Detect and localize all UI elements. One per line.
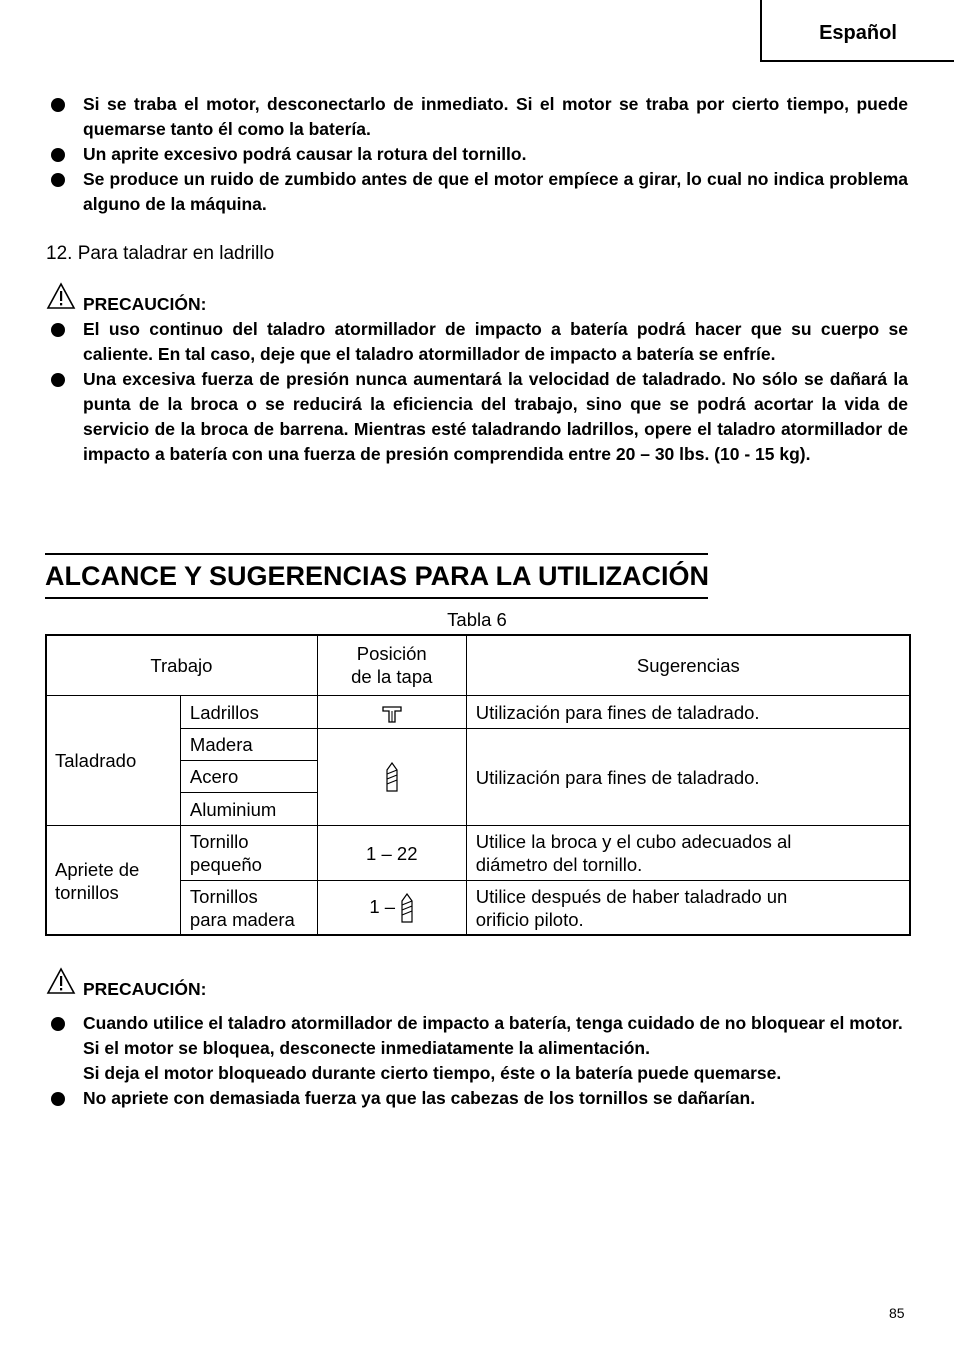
table-caption: Tabla 6 bbox=[447, 609, 507, 630]
suggestion-metal: Utilización para fines de taladrado. bbox=[466, 729, 910, 826]
drill-bit-icon bbox=[385, 762, 399, 792]
drill-bit-icon bbox=[400, 893, 414, 923]
caution-heading: PRECAUCIÓN: bbox=[46, 292, 206, 317]
bullet-icon bbox=[51, 173, 65, 187]
list-item: El uso continuo del taladro atormillador de impacto a batería podrá hacer que su cuerpo se caliente. En tal caso, deje que el taladro atormillador de impacto a batería se enfríe. bbox=[46, 317, 908, 367]
caution-heading: PRECAUCIÓN: bbox=[46, 977, 206, 1002]
bullet-icon bbox=[51, 98, 65, 112]
bullet-icon bbox=[51, 373, 65, 387]
bullet-icon bbox=[51, 323, 65, 337]
top-bullet-list bbox=[46, 92, 908, 217]
work-wood-screws: Tornillos para madera bbox=[180, 881, 317, 936]
list-item: Si se traba el motor, desconectarlo de inmediato. Si el motor se traba por cierto tiempo, puede quemarse tanto él como la batería. bbox=[46, 92, 908, 142]
step-heading: 12. Para taladrar en ladrillo bbox=[46, 243, 275, 264]
position-bricks bbox=[317, 696, 466, 729]
table-row bbox=[46, 696, 911, 729]
list-item: No apriete con demasiada fuerza ya que las cabezas de los tornillos se dañarían. bbox=[46, 1086, 908, 1111]
section-title: ALCANCE Y SUGERENCIAS PARA LA UTILIZACIÓN bbox=[45, 553, 708, 599]
list-item: Se produce un ruido de zumbido antes de que el motor empíece a girar, lo cual no indica problema alguno de la máquina. bbox=[46, 167, 908, 217]
bullet-icon bbox=[51, 1092, 65, 1106]
language-tab: Español bbox=[760, 0, 954, 62]
table-row bbox=[46, 826, 911, 881]
group-drilling: Taladrado bbox=[46, 696, 181, 826]
group-screw-tightening: Apriete de tornillos bbox=[46, 826, 181, 936]
list-item: Un aprite excesivo podrá causar la rotura del tornillo. bbox=[46, 142, 908, 167]
page-number: 85 bbox=[889, 1305, 905, 1321]
hammer-drill-icon bbox=[381, 702, 403, 724]
position-wood-screws: 1 – bbox=[317, 881, 466, 936]
suggestion-small-screw: Utilice la broca y el cubo adecuados al diámetro del tornillo. bbox=[466, 826, 910, 881]
caution-bullet-list bbox=[46, 1011, 908, 1111]
bullet-icon bbox=[51, 1017, 65, 1031]
caution-bullet-list bbox=[46, 317, 908, 467]
work-wood: Madera bbox=[180, 729, 317, 761]
position-metal bbox=[317, 729, 466, 826]
work-steel: Acero bbox=[180, 761, 317, 793]
header-work: Trabajo bbox=[46, 635, 318, 696]
work-aluminium: Aluminium bbox=[180, 793, 317, 826]
list-item: Cuando utilice el taladro atormillador de impacto a batería, tenga cuidado de no bloquear el motor. Si el motor se bloquea, desconecte inmediatamente la alimentación. Si deja el motor bloqueado durante cierto tiempo, éste o la batería puede quemarse. bbox=[46, 1011, 908, 1086]
list-item: Una excesiva fuerza de presión nunca aumentará la velocidad de taladrado. No sólo se dañará la punta de la broca o se reducirá la eficiencia del trabajo, sino que se podrá acortar la vida de servicio de la broca de barrena. Mientras esté taladrando ladrillos, opere el taladro atormillador de impacto a batería con una fuerza de presión comprendida entre 20 – 30 lbs. (10 - 15 kg). bbox=[46, 367, 908, 467]
header-position: Posición de la tapa bbox=[317, 635, 466, 696]
table-header-row bbox=[46, 635, 911, 696]
work-small-screw: Tornillo pequeño bbox=[180, 826, 317, 881]
suggestion-bricks: Utilización para fines de taladrado. bbox=[466, 696, 910, 729]
suggestion-wood-screws: Utilice después de haber taladrado un orificio piloto. bbox=[466, 881, 910, 936]
position-small-screw: 1 – 22 bbox=[317, 826, 466, 881]
bullet-icon bbox=[51, 148, 65, 162]
warning-icon bbox=[46, 282, 76, 310]
work-bricks: Ladrillos bbox=[180, 696, 317, 729]
header-suggestions: Sugerencias bbox=[466, 635, 910, 696]
warning-icon bbox=[46, 967, 76, 995]
usage-table bbox=[45, 634, 911, 936]
